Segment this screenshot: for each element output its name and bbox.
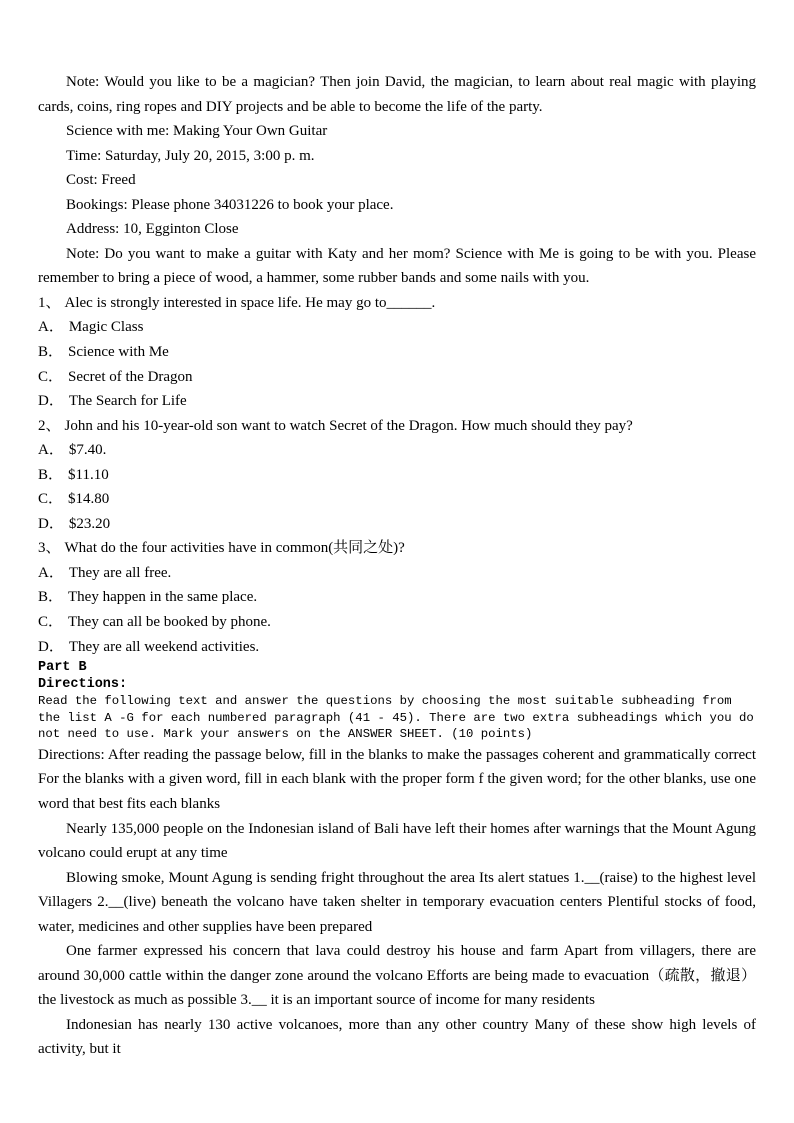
cloze-paragraph-2: Blowing smoke, Mount Agung is sending fright throughout the area Its alert statues 1.__(raise) to the highest level Villagers 2.__(live) beneath the volcano have taken shelter in temporary evacuation centers Plentiful stocks of food, water, medicines and other supplies have been prepared	[38, 869, 756, 935]
question-text: Alec is strongly interested in space life. He may go to______.	[64, 294, 436, 311]
option-letter: C．	[38, 614, 64, 631]
option-label: $11.10	[68, 466, 109, 483]
question-3-option-d	[38, 635, 756, 660]
questions-section	[38, 291, 756, 659]
part-b-heading: Part B	[38, 660, 87, 676]
question-1-stem	[38, 291, 756, 316]
cloze-paragraph-4: Indonesian has nearly 130 active volcanoes, more than any other country Many of these show high levels of activity, but it	[38, 1016, 756, 1058]
option-letter: D．	[38, 638, 64, 655]
option-label: Secret of the Dragon	[68, 368, 193, 385]
part-b-section	[38, 659, 756, 743]
paragraph-time: Time: Saturday, July 20, 2015, 3:00 p. m.	[66, 147, 315, 164]
question-3-option-a	[38, 561, 756, 586]
question-2-option-a	[38, 438, 756, 463]
option-letter: A．	[38, 564, 64, 581]
cloze-directions: Directions: After reading the passage below, fill in the blanks to make the passages coherent and grammatically correct For the blanks with a given word, fill in each blank with the proper form f the given word; for the other blanks, use one word that best fits each blanks	[38, 746, 756, 812]
question-text: John and his 10-year-old son want to watch Secret of the Dragon. How much should they pay?	[64, 417, 633, 434]
question-1-option-b	[38, 340, 756, 365]
question-1-option-c	[38, 365, 756, 390]
question-3-stem	[38, 536, 756, 561]
paragraph-note-magic: Note: Would you like to be a magician? Then join David, the magician, to learn about real magic with playing cards, coins, ring ropes and DIY projects and be able to become the life of the party.	[38, 74, 756, 115]
cloze-paragraph-1: Nearly 135,000 people on the Indonesian island of Bali have left their homes after warnings that the Mount Agung volcano could erupt at any time	[38, 820, 756, 862]
option-letter: B．	[38, 344, 64, 361]
option-letter: D．	[38, 515, 64, 532]
option-letter: B．	[38, 466, 64, 483]
paragraph-science-title: Science with me: Making Your Own Guitar	[66, 123, 328, 140]
option-label: They are all free.	[68, 564, 172, 581]
option-label: Science with Me	[68, 344, 169, 361]
option-label: The Search for Life	[68, 393, 187, 410]
option-label: They can all be booked by phone.	[68, 614, 271, 631]
option-letter: D．	[38, 393, 64, 410]
question-number: 3、	[38, 540, 61, 557]
paragraph-address: Address: 10, Egginton Close	[66, 221, 239, 238]
question-2-option-d	[38, 512, 756, 537]
option-letter: C．	[38, 368, 64, 385]
option-letter: A．	[38, 319, 64, 336]
option-label: $7.40.	[68, 442, 107, 459]
option-label: They happen in the same place.	[68, 589, 258, 606]
option-label: They are all weekend activities.	[68, 638, 260, 655]
question-number: 1、	[38, 294, 61, 311]
question-1-option-a	[38, 315, 756, 340]
option-letter: B．	[38, 589, 64, 606]
paragraph-cost: Cost: Freed	[66, 172, 136, 189]
paragraph-note-guitar: Note: Do you want to make a guitar with Katy and her mom? Science with Me is going to be with you. Please remember to bring a piece of wood, a hammer, some rubber bands and some nails with you.	[38, 245, 756, 287]
paragraph-bookings: Bookings: Please phone 34031226 to book your place.	[66, 196, 394, 213]
option-letter: C．	[38, 491, 64, 508]
part-b-directions-text: Read the following text and answer the questions by choosing the most suitable subheading from the list A -G for each numbered paragraph (41 - 45). There are two extra subheadings which you do not need to use. Mark your answers on the ANSWER SHEET. (10 points)	[38, 694, 754, 742]
question-2-option-c	[38, 487, 756, 512]
cloze-paragraph-3: One farmer expressed his concern that lava could destroy his house and farm Apart from villagers, there are around 30,000 cattle within the danger zone around the volcano Efforts are being made to evacuation（疏散，撤退） the livestock as much as possible 3.__ it is an important source of income for many residents	[38, 943, 756, 1009]
question-1-option-d	[38, 389, 756, 414]
question-2-option-b	[38, 463, 756, 488]
question-3-option-c	[38, 610, 756, 635]
cloze-section	[38, 743, 756, 1062]
option-label: $14.80	[68, 491, 110, 508]
question-number: 2、	[38, 417, 61, 434]
question-3-option-b	[38, 585, 756, 610]
option-label: Magic Class	[68, 319, 144, 336]
question-2-stem	[38, 414, 756, 439]
reading-passage	[38, 70, 756, 291]
option-label: $23.20	[68, 515, 111, 532]
part-b-directions-label: Directions:	[38, 677, 128, 693]
question-text: What do the four activities have in common(共同之处)?	[64, 540, 405, 557]
option-letter: A．	[38, 442, 64, 459]
